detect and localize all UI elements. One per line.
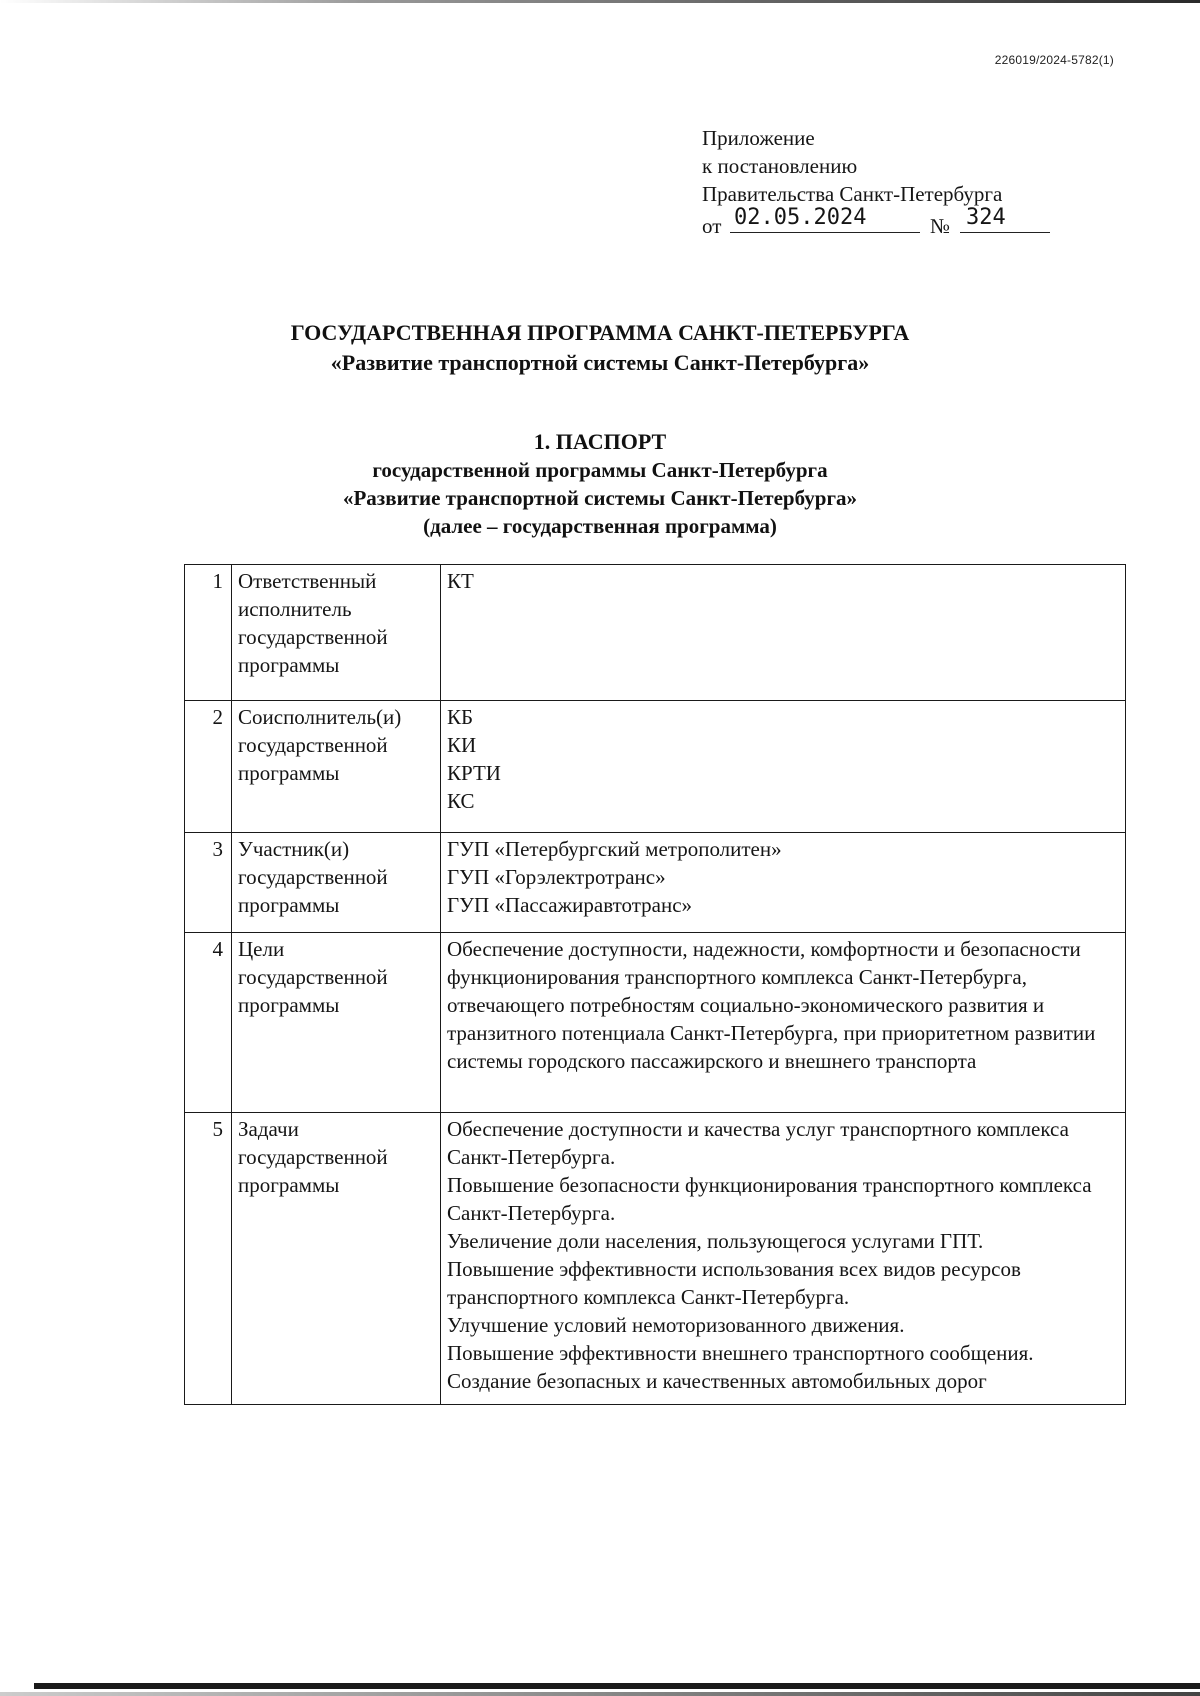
row-number: 4 (185, 933, 232, 1113)
scan-edge-bottom (34, 1683, 1200, 1689)
appendix-line-2: к постановлению (702, 154, 858, 178)
row-number: 2 (185, 701, 232, 833)
row-content (441, 933, 1126, 1113)
row-label: Участник(и) государственной программы (232, 833, 441, 933)
row-content (441, 833, 1126, 933)
row-number: 3 (185, 833, 232, 933)
row-content (441, 1113, 1126, 1405)
row-content (441, 701, 1126, 833)
row-content-item: Повышение эффективности внешнего транспортного сообщения. (447, 1341, 1034, 1365)
passport-subheading-3: (далее – государственная программа) (423, 514, 777, 538)
row-content-item: Увеличение доли населения, пользующегося услугами ГПТ. (447, 1229, 984, 1253)
row-content-item: КБ (447, 705, 474, 729)
row-number: 5 (185, 1113, 232, 1405)
passport-subheading-2: «Развитие транспортной системы Санкт-Петербурга» (342, 486, 858, 510)
number-prefix: № (930, 214, 951, 238)
passport-heading: 1. ПАСПОРТ (533, 429, 667, 454)
row-content-item: ГУП «Горэлектротранс» (447, 865, 666, 889)
passport-title (0, 428, 1200, 540)
date-prefix: от (702, 214, 722, 238)
appendix-line-3: Правительства Санкт-Петербурга (702, 182, 1003, 206)
passport-table (184, 564, 1126, 1405)
program-title (0, 318, 1200, 378)
appendix-block (702, 124, 1006, 238)
passport-table-body (185, 565, 1126, 1405)
row-content-item: Обеспечение доступности, надежности, комфортности и безопасности функционирования транспортного комплекса Санкт-Петербурга, отвечающего потребностям социально-экономического развития и транзитного потенциала Санкт-Петербурга, при приоритетном развитии системы городского пассажирского и внешнего транспорта (447, 937, 1096, 1073)
row-label: Цели государственной программы (232, 933, 441, 1113)
row-content-item: ГУП «Петербургский метрополитен» (447, 837, 782, 861)
row-content-item: ГУП «Пассажиравтотранс» (447, 893, 693, 917)
program-title-line-1: ГОСУДАРСТВЕННАЯ ПРОГРАММА САНКТ-ПЕТЕРБУРГА (290, 320, 910, 345)
row-content-item: Создание безопасных и качественных автомобильных дорог (447, 1369, 987, 1393)
row-content-item: Повышение эффективности использования всех видов ресурсов транспортного комплекса Санкт-Петербурга. (447, 1257, 1021, 1309)
document-registration-number: 226019/2024-5782(1) (994, 53, 1114, 67)
appendix-line-1: Приложение (702, 126, 815, 150)
row-number: 1 (185, 565, 232, 701)
table-row (185, 1113, 1126, 1405)
table-row (185, 933, 1126, 1113)
row-content-item: КТ (447, 569, 474, 593)
row-content-item: Обеспечение доступности и качества услуг транспортного комплекса Санкт-Петербурга. (447, 1117, 1069, 1169)
table-row (185, 833, 1126, 933)
passport-subheading-1: государственной программы Санкт-Петербурга (372, 458, 828, 482)
row-content-item: Повышение безопасности функционирования транспортного комплекса Санкт-Петербурга. (447, 1173, 1092, 1225)
table-row (185, 701, 1126, 833)
decree-date: 02.05.2024 (730, 204, 920, 233)
scan-edge-bottom-shadow (0, 1692, 1200, 1696)
row-content-item: КИ (447, 733, 477, 757)
program-title-line-2: «Развитие транспортной системы Санкт-Петербурга» (330, 350, 870, 375)
row-content-item: КС (447, 789, 475, 813)
decree-number: 324 (960, 204, 1050, 233)
row-content-item: КРТИ (447, 761, 501, 785)
row-content-item: Улучшение условий немоторизованного движения. (447, 1313, 905, 1337)
appendix-date-line (702, 205, 1006, 238)
table-row (185, 565, 1126, 701)
row-content (441, 565, 1126, 701)
row-label: Задачи государственной программы (232, 1113, 441, 1405)
scan-edge-top (0, 0, 1200, 3)
row-label: Ответственный исполнитель государственной программы (232, 565, 441, 701)
row-label: Соисполнитель(и) государственной программы (232, 701, 441, 833)
